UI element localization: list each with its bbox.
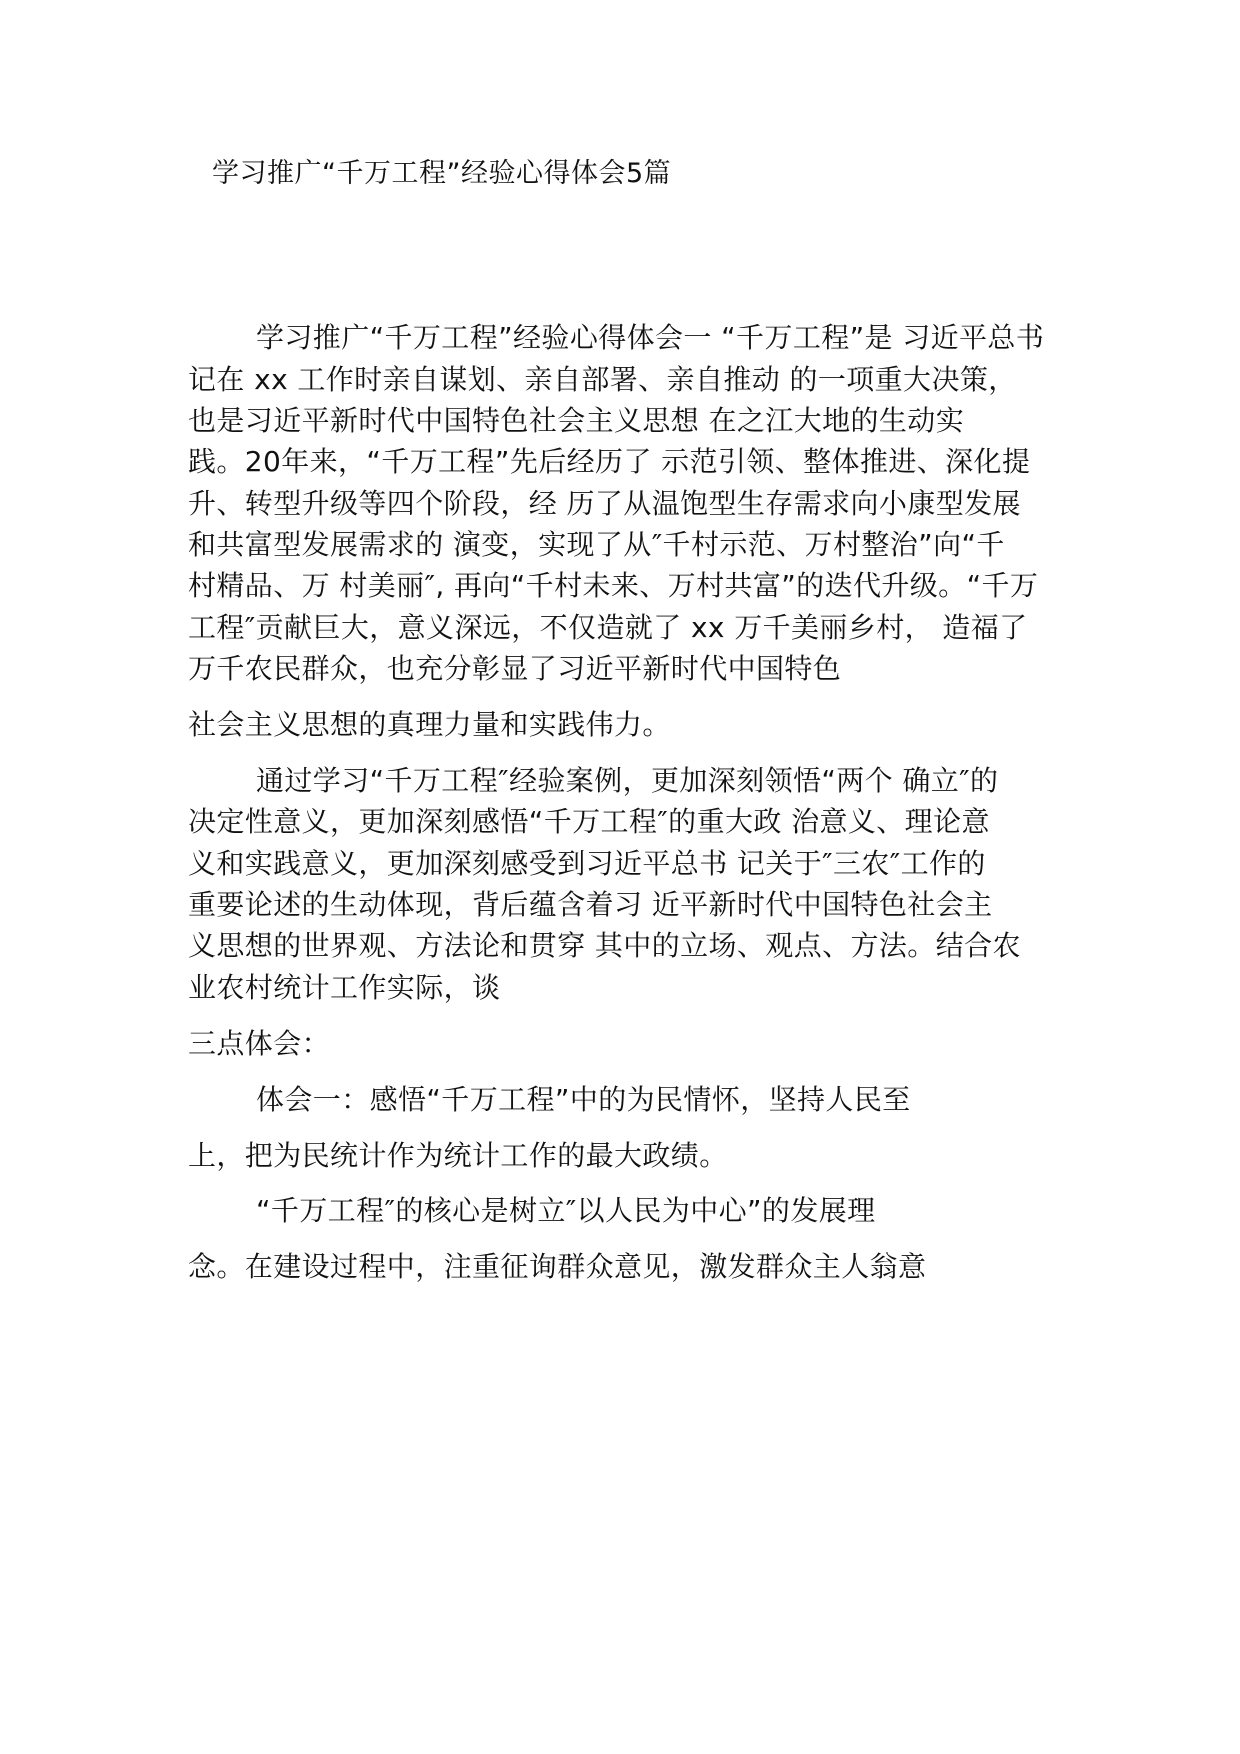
- paragraph-1-line-6: 和共富型发展需求的 演变，实现了从″千村示范、万村整治”向“千: [188, 528, 1005, 561]
- document-title: 学习推广“千万工程”经验心得体会5篇: [212, 158, 672, 189]
- paragraph-2-line-6: 业农村统计工作实际，谈: [188, 971, 501, 1004]
- paragraph-2-line-1: 通过学习“千万工程″经验案例，更加深刻领悟“两个 确立″的: [256, 764, 999, 797]
- paragraph-3-line-1: 三点体会：: [188, 1027, 331, 1060]
- heading-insight-1-line-2: 上，把为民统计作为统计工作的最大政绩。: [188, 1139, 728, 1172]
- paragraph-1-line-8: 工程″贡献巨大，意义深远，不仅造就了 xx 万千美丽乡村， 造福了: [188, 611, 1028, 644]
- heading-insight-1-line-1: 体会一：感悟“千万工程”中的为民情怀，坚持人民至: [256, 1083, 911, 1116]
- paragraph-1-line-5: 升、转型升级等四个阶段，经 历了从温饱型生存需求向小康型发展: [188, 487, 1021, 520]
- paragraph-2-line-2: 决定性意义，更加深刻感悟“千万工程″的重大政 治意义、理论意: [188, 805, 990, 838]
- paragraph-1-line-9: 万千农民群众，也充分彰显了习近平新时代中国特色: [188, 652, 842, 685]
- paragraph-2-line-4: 重要论述的生动体现，背后蕴含着习 近平新时代中国特色社会主: [188, 888, 993, 921]
- paragraph-1-line-2: 记在 xx 工作时亲自谋划、亲自部署、亲自推动 的一项重大决策，: [188, 363, 1017, 396]
- paragraph-4-line-1: “千万工程″的核心是树立″以人民为中心”的发展理: [256, 1194, 876, 1227]
- paragraph-1-line-1: 学习推广“千万工程”经验心得体会一 “千万工程”是 习近平总书: [256, 321, 1045, 354]
- paragraph-2-line-3: 义和实践意义，更加深刻感受到习近平总书 记关于″三农″工作的: [188, 847, 986, 880]
- paragraph-1-line-4: 践。20年来，“千万工程”先后经历了 示范引领、整体推进、深化提: [188, 445, 1031, 478]
- paragraph-1-line-3: 也是习近平新时代中国特色社会主义思想 在之江大地的生动实: [188, 404, 965, 437]
- paragraph-1-line-7: 村精品、万 村美丽″, 再向“千村未来、万村共富”的迭代升级。“千万: [188, 569, 1039, 602]
- paragraph-1-line-10: 社会主义思想的真理力量和实践伟力。: [188, 708, 671, 741]
- paragraph-2-line-5: 义思想的世界观、方法论和贯穿 其中的立场、观点、方法。结合农: [188, 929, 1021, 962]
- paragraph-4-line-2: 念。在建设过程中，注重征询群众意见，激发群众主人翁意: [188, 1250, 927, 1283]
